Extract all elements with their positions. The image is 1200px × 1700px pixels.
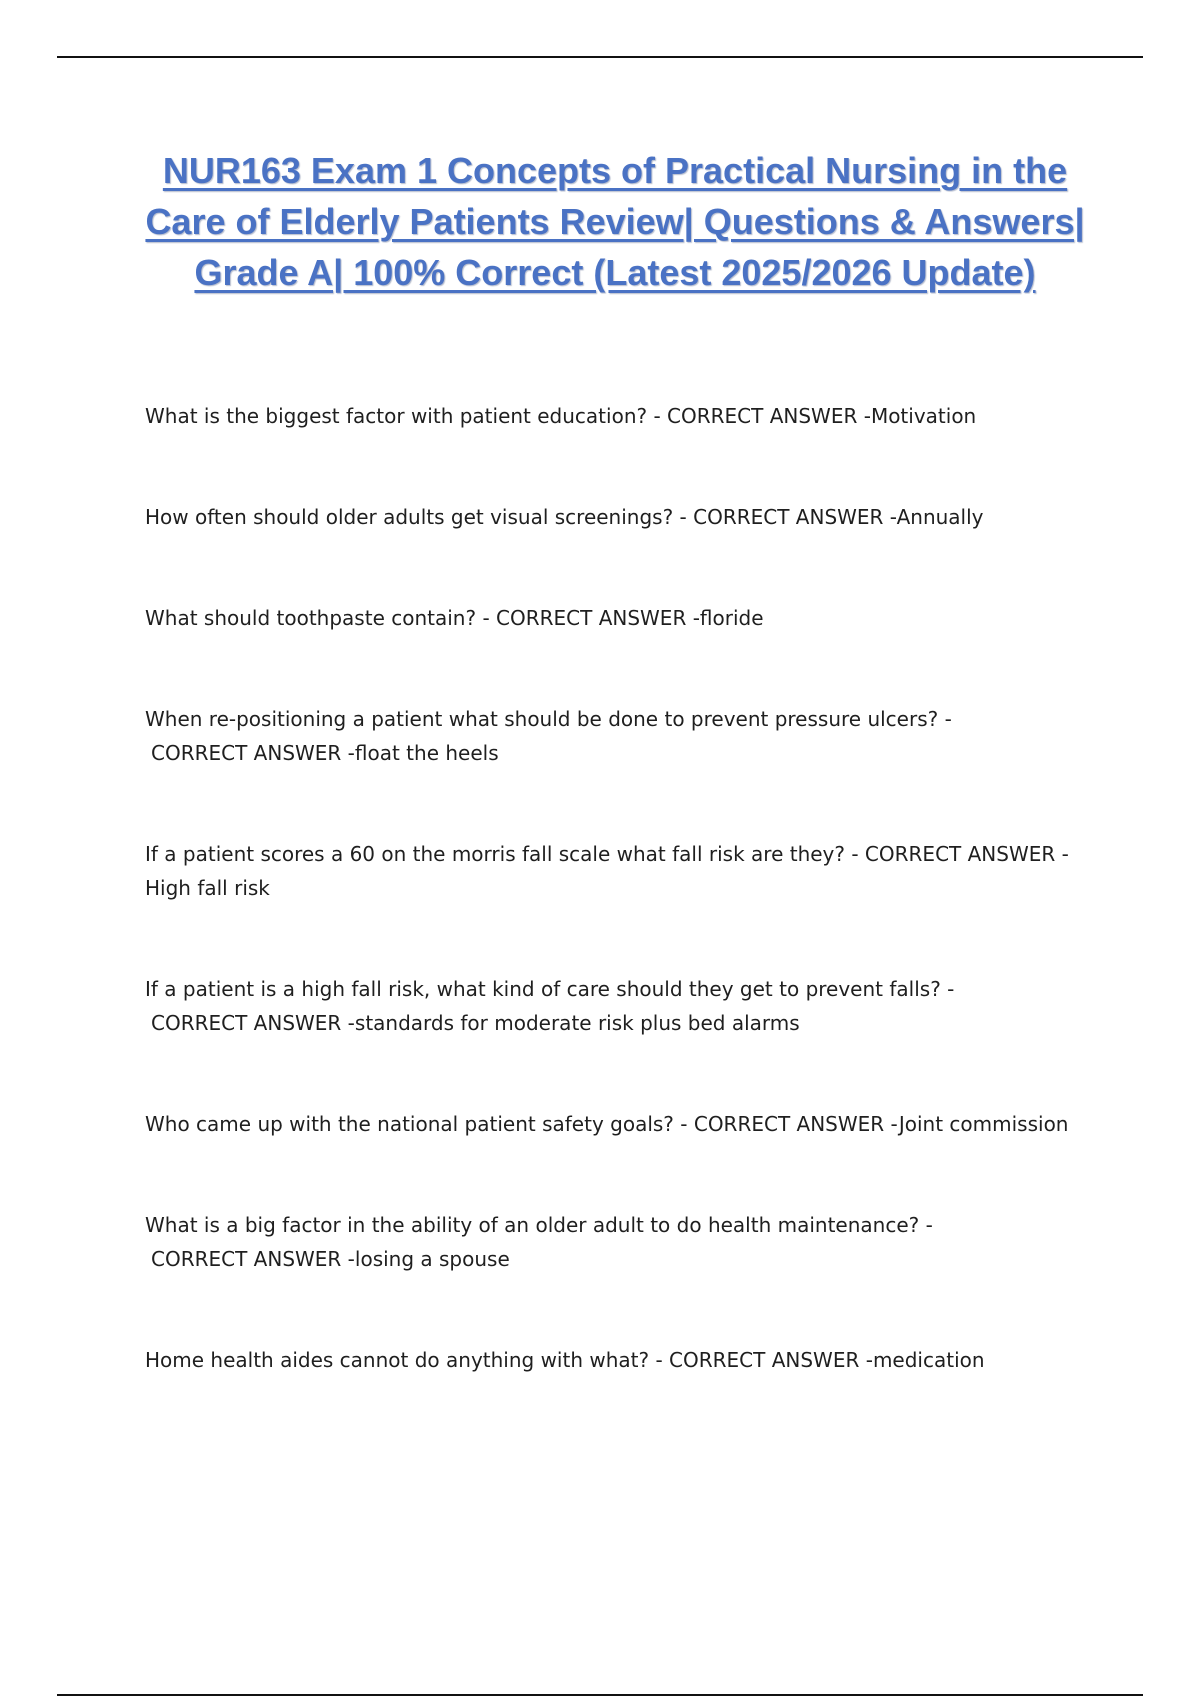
qa-item-9	[145, 1343, 1085, 1377]
qa-item-text: Who came up with the national patient safety goals? - CORRECT ANSWER -Joint commission	[145, 1112, 1069, 1136]
qa-item-answer: CORRECT ANSWER -float the heels	[151, 741, 499, 765]
qa-item-5	[145, 837, 1085, 905]
document-title: NUR163 Exam 1 Concepts of Practical Nursing in the Care of Elderly Patients Review| Questions & Answers| Grade A| 100% Correct (Latest 2025/2026 Update)	[145, 150, 1085, 293]
qa-item-answer: CORRECT ANSWER -losing a spouse	[151, 1247, 510, 1271]
qa-item-text: If a patient scores a 60 on the morris fall scale what fall risk are they? - CORRECT ANSWER -	[145, 842, 1069, 866]
qa-item-text: What should toothpaste contain? - CORRECT ANSWER -floride	[145, 606, 764, 630]
qa-item-text: What is a big factor in the ability of an older adult to do health maintenance? -	[145, 1213, 933, 1237]
bottom-rule	[57, 1694, 1143, 1696]
qa-item-text: What is the biggest factor with patient education? - CORRECT ANSWER -Motivation	[145, 404, 977, 428]
qa-item-4	[145, 702, 1085, 770]
qa-item-3	[145, 601, 1085, 635]
top-rule	[57, 56, 1143, 58]
qa-item-text: When re-positioning a patient what should be done to prevent pressure ulcers? -	[145, 707, 952, 731]
qa-item-2	[145, 500, 1085, 534]
qa-item-text: If a patient is a high fall risk, what kind of care should they get to prevent falls? -	[145, 977, 955, 1001]
qa-item-8	[145, 1208, 1085, 1276]
qa-item-text: How often should older adults get visual screenings? - CORRECT ANSWER -Annually	[145, 505, 984, 529]
qa-item-1	[145, 399, 1085, 433]
qa-item-answer: High fall risk	[145, 876, 270, 900]
qa-item-7	[145, 1107, 1085, 1141]
qa-item-text: Home health aides cannot do anything with what? - CORRECT ANSWER -medication	[145, 1348, 985, 1372]
qa-item-6	[145, 972, 1085, 1040]
qa-item-answer: CORRECT ANSWER -standards for moderate risk plus bed alarms	[151, 1011, 800, 1035]
